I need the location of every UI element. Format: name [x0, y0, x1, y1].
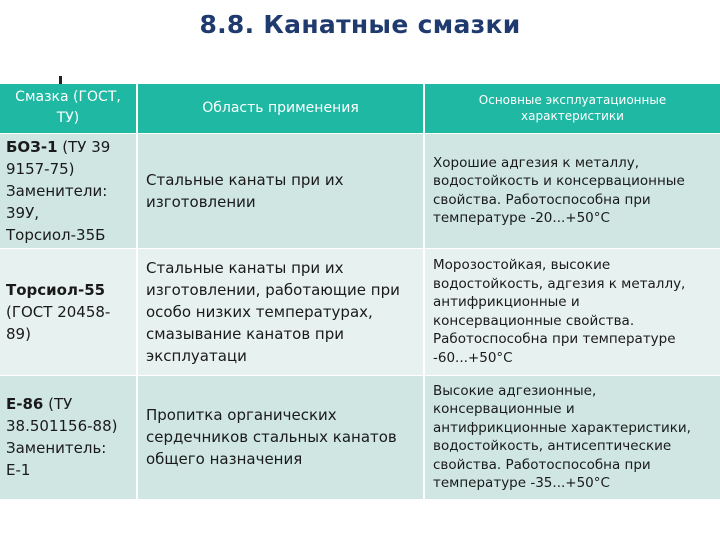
table-row [0, 133, 720, 248]
decorative-tick [59, 76, 62, 84]
table-header-row [0, 84, 720, 133]
table-row [0, 375, 720, 499]
greases-table [0, 84, 720, 500]
application-cell: Стальные канаты при их изготовлении [137, 133, 424, 248]
header-characteristics: Основные эксплуатационные характеристики [424, 84, 720, 133]
header-grease: Смазка (ГОСТ, ТУ) [0, 84, 137, 133]
grease-spec: (ГОСТ 20458-89) [6, 302, 111, 343]
grease-spec: (ТУ 38.501156-88) Заменитель: Е-1 [6, 395, 118, 479]
characteristics-cell: Хорошие адгезия к металлу, водостойкость и консервационные свойства. Работоспособна при температуре -20...+50°С [424, 133, 720, 248]
application-cell: Стальные канаты при их изготовлении, работающие при особо низких температурах, смазывание канатов при эксплуатаци [137, 248, 424, 375]
grease-cell [0, 248, 137, 375]
grease-spec: (ТУ 39 9157-75) Заменители: 39У, Торсиол-35Б [6, 137, 111, 244]
grease-cell [0, 375, 137, 499]
application-cell: Пропитка органических сердечников стальных канатов общего назначения [137, 375, 424, 499]
table-row [0, 248, 720, 375]
slide-title: 8.8. Канатные смазки [199, 10, 521, 39]
grease-cell [0, 133, 137, 248]
grease-name: Торсиол-55 [6, 280, 106, 299]
header-application: Область применения [137, 84, 424, 133]
grease-name: БОЗ-1 [6, 137, 58, 156]
grease-name: Е-86 [6, 395, 44, 413]
characteristics-cell: Морозостойкая, высокие водостойкость, адгезия к металлу, антифрикционные и консервационные свойства. Работоспособна при температуре -60...+50°С [424, 248, 720, 375]
characteristics-cell: Высокие адгезионные, консервационные и антифрикционные характеристики, водостойкость, антисептические свойства. Работоспособна при температуре -35...+50°С [424, 375, 720, 499]
